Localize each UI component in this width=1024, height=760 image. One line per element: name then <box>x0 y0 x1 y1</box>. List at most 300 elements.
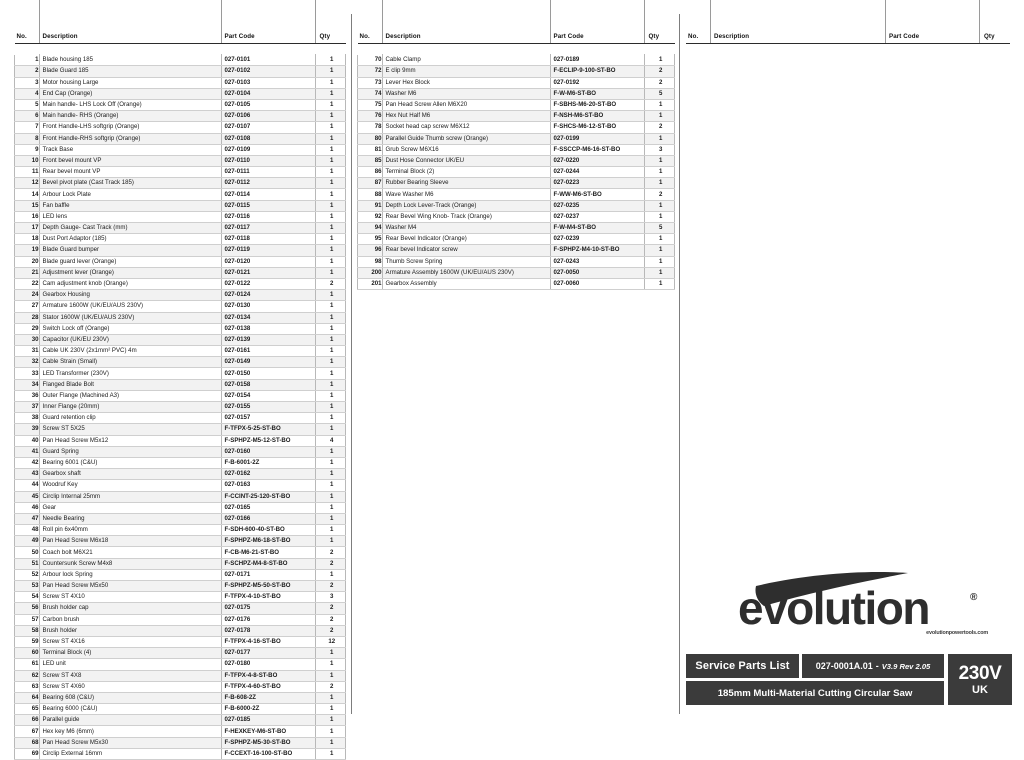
table-row <box>15 211 346 222</box>
table-row <box>358 267 675 278</box>
cell-part-code: 027-0112 <box>221 178 315 189</box>
cell-qty: 1 <box>315 536 346 547</box>
cell-no: 36 <box>15 390 40 401</box>
cell-part-code: F-SPHPZ-M5-12-ST-BO <box>221 435 315 446</box>
cell-no: 1 <box>15 55 40 66</box>
cell-qty: 2 <box>644 189 675 200</box>
cell-no: 31 <box>15 346 40 357</box>
table-row <box>358 122 675 133</box>
cell-part-code: F-SPHPZ-M6-18-ST-BO <box>221 536 315 547</box>
table-row <box>15 368 346 379</box>
cell-description: Rubber Bearing Sleeve <box>382 178 550 189</box>
cell-description: Coach bolt M6X21 <box>39 547 221 558</box>
table-row <box>15 413 346 424</box>
cell-description: Stator 1600W (UK/EU/AUS 230V) <box>39 312 221 323</box>
table-row <box>15 200 346 211</box>
cell-qty: 1 <box>315 290 346 301</box>
table-row <box>15 748 346 759</box>
cell-qty: 1 <box>644 167 675 178</box>
table-row <box>15 648 346 659</box>
cell-description: Dust Port Adaptor (185) <box>39 234 221 245</box>
table-row <box>15 536 346 547</box>
cell-part-code: 027-0121 <box>221 267 315 278</box>
cell-part-code: 027-0160 <box>221 446 315 457</box>
cell-part-code: 027-0115 <box>221 200 315 211</box>
cell-part-code: 027-0102 <box>221 66 315 77</box>
table-row <box>15 603 346 614</box>
header-description: Description <box>382 0 550 44</box>
table-row <box>15 189 346 200</box>
cell-no: 42 <box>15 457 40 468</box>
table-row <box>15 670 346 681</box>
cell-part-code: 027-0171 <box>221 569 315 580</box>
cell-description: Woodruf Key <box>39 480 221 491</box>
cell-qty: 1 <box>644 256 675 267</box>
cell-part-code: 027-0180 <box>221 659 315 670</box>
cell-qty: 1 <box>644 267 675 278</box>
table-body-column-1 <box>15 44 346 760</box>
cell-no: 51 <box>15 558 40 569</box>
cell-part-code: 027-0243 <box>550 256 644 267</box>
cell-description: Front Handle-LHS softgrip (Orange) <box>39 122 221 133</box>
cell-description: Blade housing 185 <box>39 55 221 66</box>
cell-no: 96 <box>358 245 383 256</box>
table-row <box>15 379 346 390</box>
table-row <box>15 357 346 368</box>
cell-no: 50 <box>15 547 40 558</box>
table-row <box>358 189 675 200</box>
cell-part-code: F-B-608-2Z <box>221 692 315 703</box>
cell-qty: 2 <box>315 625 346 636</box>
cell-description: Inner Flange (20mm) <box>39 402 221 413</box>
cell-qty: 1 <box>644 111 675 122</box>
table-body-column-3 <box>686 44 1010 55</box>
table-row <box>15 245 346 256</box>
cell-no: 22 <box>15 278 40 289</box>
cell-description: Grub Screw M6X16 <box>382 144 550 155</box>
cell-part-code: 027-0235 <box>550 200 644 211</box>
cell-part-code: 027-0130 <box>221 301 315 312</box>
cell-no: 40 <box>15 435 40 446</box>
cell-qty: 1 <box>315 748 346 759</box>
cell-qty: 2 <box>315 614 346 625</box>
cell-qty: 1 <box>315 368 346 379</box>
cell-description: Cam adjustment knob (Orange) <box>39 278 221 289</box>
cell-no: 9 <box>15 144 40 155</box>
header-qty: Qty <box>644 0 675 44</box>
cell-part-code: 027-0176 <box>221 614 315 625</box>
cell-no: 29 <box>15 323 40 334</box>
header-qty: Qty <box>980 0 1011 44</box>
svg-text:®: ® <box>970 592 978 603</box>
table-body-column-2 <box>358 44 675 290</box>
header-qty: Qty <box>315 0 346 44</box>
cell-qty: 2 <box>644 66 675 77</box>
cell-qty: 1 <box>315 155 346 166</box>
table-row <box>358 200 675 211</box>
cell-no: 15 <box>15 200 40 211</box>
cell-part-code: 027-0110 <box>221 155 315 166</box>
table-row <box>358 211 675 222</box>
cell-qty: 1 <box>315 256 346 267</box>
cell-description: Screw ST 4X8 <box>39 670 221 681</box>
cell-description: Gear <box>39 502 221 513</box>
cell-part-code: 027-0134 <box>221 312 315 323</box>
cell-no: 62 <box>15 670 40 681</box>
cell-qty: 1 <box>315 379 346 390</box>
cell-description: LED Transformer (230V) <box>39 368 221 379</box>
svg-text:evolution: evolution <box>738 582 929 634</box>
table-row <box>15 167 346 178</box>
cell-description: Blade Guard 185 <box>39 66 221 77</box>
table-row <box>15 513 346 524</box>
cell-qty: 1 <box>644 211 675 222</box>
table-header <box>358 0 675 44</box>
region-value: UK <box>972 683 988 696</box>
cell-description: LED unit <box>39 659 221 670</box>
cell-part-code: F-TFPX-4-16-ST-BO <box>221 636 315 647</box>
cell-description: Bearing 6001 (C&U) <box>39 457 221 468</box>
cell-no: 61 <box>15 659 40 670</box>
cell-description: Wave Washer M6 <box>382 189 550 200</box>
table-header <box>686 0 1010 44</box>
header-row <box>686 0 1010 44</box>
table-row <box>358 256 675 267</box>
cell-description: Hex key M6 (6mm) <box>39 726 221 737</box>
cell-part-code: 027-0138 <box>221 323 315 334</box>
cell-description: Flanged Blade Bolt <box>39 379 221 390</box>
cell-qty: 5 <box>644 88 675 99</box>
cell-description: Cable Clamp <box>382 55 550 66</box>
table-row <box>15 525 346 536</box>
cell-description: Bevel pivot plate (Cast Track 185) <box>39 178 221 189</box>
cell-description: Lever Hex Block <box>382 77 550 88</box>
cell-no: 37 <box>15 402 40 413</box>
cell-part-code: F-SPHPZ-M4-10-ST-BO <box>550 245 644 256</box>
cell-part-code: 027-0104 <box>221 88 315 99</box>
cell-part-code: 027-0161 <box>221 346 315 357</box>
cell-description: Terminal Block (2) <box>382 167 550 178</box>
cell-qty: 1 <box>315 312 346 323</box>
cell-no: 58 <box>15 625 40 636</box>
cell-description: Capacitor (UK/EU 230V) <box>39 334 221 345</box>
table-row <box>15 234 346 245</box>
cell-no: 56 <box>15 603 40 614</box>
cell-part-code: 027-0116 <box>221 211 315 222</box>
cell-description: Gearbox shaft <box>39 469 221 480</box>
cell-qty: 5 <box>644 223 675 234</box>
cell-qty: 1 <box>315 715 346 726</box>
table-row <box>358 77 675 88</box>
cell-description: Depth Lock Lever-Track (Orange) <box>382 200 550 211</box>
cell-description: Pan Head Screw M6x18 <box>39 536 221 547</box>
cell-qty: 1 <box>315 659 346 670</box>
cell-no: 47 <box>15 513 40 524</box>
table-row <box>358 111 675 122</box>
cell-description: Cable Strain (Small) <box>39 357 221 368</box>
table-row <box>15 614 346 625</box>
table-row <box>15 558 346 569</box>
cell-description: Blade guard lever (Orange) <box>39 256 221 267</box>
cell-qty: 1 <box>315 211 346 222</box>
logo-website: evolutionpowertools.com <box>926 630 988 636</box>
cell-description: Arbour Lock Plate <box>39 189 221 200</box>
table-row <box>358 99 675 110</box>
cell-qty: 2 <box>644 77 675 88</box>
cell-no: 81 <box>358 144 383 155</box>
cell-qty: 1 <box>315 99 346 110</box>
cell-description: Screw ST 4X16 <box>39 636 221 647</box>
table-row <box>15 390 346 401</box>
table-row <box>358 144 675 155</box>
table-row <box>15 726 346 737</box>
cell-description: Guard Spring <box>39 446 221 457</box>
cell-part-code: 027-0158 <box>221 379 315 390</box>
cell-qty: 1 <box>644 99 675 110</box>
cell-no: 52 <box>15 569 40 580</box>
cell-qty: 1 <box>315 692 346 703</box>
cell-part-code: 027-0166 <box>221 513 315 524</box>
table-row <box>15 122 346 133</box>
cell-no: 3 <box>15 77 40 88</box>
cell-description: Screw ST 4X10 <box>39 592 221 603</box>
badge-part-number <box>802 654 944 678</box>
table-row <box>15 547 346 558</box>
cell-part-code: 027-0162 <box>221 469 315 480</box>
table-row <box>15 155 346 166</box>
cell-part-code: F-WW-M6-ST-BO <box>550 189 644 200</box>
cell-part-code: F-TFPX-4-8-ST-BO <box>221 670 315 681</box>
table-row <box>15 223 346 234</box>
cell-part-code: 027-0244 <box>550 167 644 178</box>
cell-description: Socket head cap screw M6X12 <box>382 122 550 133</box>
cell-qty: 1 <box>644 200 675 211</box>
cell-no: 85 <box>358 155 383 166</box>
table-row <box>15 569 346 580</box>
cell-description: Washer M4 <box>382 223 550 234</box>
badge-code-separator: - <box>875 661 879 671</box>
cell-qty: 12 <box>315 636 346 647</box>
cell-no: 94 <box>358 223 383 234</box>
parts-table <box>686 0 1010 54</box>
table-row <box>358 234 675 245</box>
cell-no: 80 <box>358 133 383 144</box>
cell-part-code: F-HEXKEY-M6-ST-BO <box>221 726 315 737</box>
cell-no: 18 <box>15 234 40 245</box>
cell-part-code: 027-0109 <box>221 144 315 155</box>
column-divider-1 <box>351 14 352 714</box>
cell-part-code: 027-0155 <box>221 402 315 413</box>
cell-no: 39 <box>15 424 40 435</box>
cell-part-code: 027-0105 <box>221 99 315 110</box>
cell-description: Circlip External 16mm <box>39 748 221 759</box>
footer-badges <box>686 654 1012 708</box>
cell-part-code: 027-0103 <box>221 77 315 88</box>
cell-part-code: 027-0117 <box>221 223 315 234</box>
cell-qty: 1 <box>644 55 675 66</box>
badge-service-parts-list: Service Parts List <box>686 654 799 678</box>
cell-qty: 1 <box>315 569 346 580</box>
cell-description: Cable UK 230V (2x1mm² PVC) 4m <box>39 346 221 357</box>
table-row <box>358 155 675 166</box>
header-part-code: Part Code <box>550 0 644 44</box>
cell-part-code: 027-0185 <box>221 715 315 726</box>
cell-description: Arbour lock Spring <box>39 569 221 580</box>
cell-no: 10 <box>15 155 40 166</box>
cell-part-code: F-CCEXT-16-100-ST-BO <box>221 748 315 759</box>
cell-no: 24 <box>15 290 40 301</box>
cell-qty: 1 <box>315 178 346 189</box>
table-row <box>15 480 346 491</box>
table-row <box>15 491 346 502</box>
cell-qty: 1 <box>315 737 346 748</box>
cell-qty: 1 <box>315 301 346 312</box>
cell-qty: 1 <box>315 189 346 200</box>
cell-no: 59 <box>15 636 40 647</box>
cell-description: Rear bevel Indicator screw <box>382 245 550 256</box>
cell-no: 44 <box>15 480 40 491</box>
cell-qty: 1 <box>315 234 346 245</box>
cell-qty: 1 <box>315 413 346 424</box>
cell-qty: 1 <box>315 402 346 413</box>
cell-part-code: 027-0178 <box>221 625 315 636</box>
cell-qty: 1 <box>315 670 346 681</box>
cell-qty: 1 <box>315 323 346 334</box>
table-spacer-row <box>686 44 1010 55</box>
cell-no: 14 <box>15 189 40 200</box>
table-row <box>15 704 346 715</box>
cell-description: Dust Hose Connector UK/EU <box>382 155 550 166</box>
cell-no: 16 <box>15 211 40 222</box>
header-part-code: Part Code <box>221 0 315 44</box>
cell-part-code: 027-0177 <box>221 648 315 659</box>
cell-no: 49 <box>15 536 40 547</box>
cell-no: 95 <box>358 234 383 245</box>
cell-no: 45 <box>15 491 40 502</box>
cell-qty: 2 <box>315 603 346 614</box>
parts-table <box>357 0 675 290</box>
cell-description: LED lens <box>39 211 221 222</box>
table-row <box>15 77 346 88</box>
cell-qty: 1 <box>315 480 346 491</box>
voltage-value: 230V <box>958 662 1002 684</box>
table-row <box>15 301 346 312</box>
table-row <box>358 55 675 66</box>
cell-no: 33 <box>15 368 40 379</box>
cell-description: Rear bevel mount VP <box>39 167 221 178</box>
table-row <box>15 715 346 726</box>
header-no: No. <box>686 0 711 44</box>
cell-no: 32 <box>15 357 40 368</box>
cell-description: Countersunk Screw M4x8 <box>39 558 221 569</box>
cell-qty: 1 <box>315 502 346 513</box>
table-row <box>358 223 675 234</box>
cell-qty: 1 <box>315 200 346 211</box>
cell-description: Pan Head Screw M5x12 <box>39 435 221 446</box>
table-row <box>15 267 346 278</box>
cell-no: 98 <box>358 256 383 267</box>
cell-qty: 1 <box>315 424 346 435</box>
table-row <box>15 737 346 748</box>
cell-description: Armature Assembly 1600W (UK/EU/AUS 230V) <box>382 267 550 278</box>
cell-no: 91 <box>358 200 383 211</box>
cell-no: 60 <box>15 648 40 659</box>
cell-no: 5 <box>15 99 40 110</box>
cell-description: Screw ST 5X25 <box>39 424 221 435</box>
table-row <box>15 312 346 323</box>
cell-description: Bearing 608 (C&U) <box>39 692 221 703</box>
header-no: No. <box>358 0 383 44</box>
cell-description: Main handle- RHS (Orange) <box>39 111 221 122</box>
table-row <box>15 278 346 289</box>
cell-description: Front Handle-RHS softgrip (Orange) <box>39 133 221 144</box>
table-row <box>15 88 346 99</box>
cell-description: Switch Lock off (Orange) <box>39 323 221 334</box>
cell-part-code: 027-0118 <box>221 234 315 245</box>
table-row <box>15 133 346 144</box>
cell-qty: 2 <box>315 681 346 692</box>
cell-qty: 1 <box>315 491 346 502</box>
cell-description: Armature 1600W (UK/EU/AUS 230V) <box>39 301 221 312</box>
cell-part-code: 027-0150 <box>221 368 315 379</box>
cell-description: Rear Bevel Indicator (Orange) <box>382 234 550 245</box>
cell-part-code: 027-0101 <box>221 55 315 66</box>
cell-part-code: F-W-M6-ST-BO <box>550 88 644 99</box>
cell-part-code: 027-0192 <box>550 77 644 88</box>
table-row <box>15 144 346 155</box>
cell-no: 46 <box>15 502 40 513</box>
cell-qty: 1 <box>315 133 346 144</box>
table-row <box>15 659 346 670</box>
cell-qty: 1 <box>315 446 346 457</box>
table-header <box>15 0 346 44</box>
cell-part-code: F-CCINT-25-120-ST-BO <box>221 491 315 502</box>
table-row <box>15 424 346 435</box>
cell-no: 87 <box>358 178 383 189</box>
cell-description: Bearing 6000 (C&U) <box>39 704 221 715</box>
cell-part-code: 027-0157 <box>221 413 315 424</box>
cell-no: 43 <box>15 469 40 480</box>
evolution-logo <box>738 572 994 638</box>
cell-no: 53 <box>15 581 40 592</box>
cell-description: Depth Gauge- Cast Track (mm) <box>39 223 221 234</box>
table-row <box>358 167 675 178</box>
badge-code-value: 027-0001A.01 <box>815 661 873 671</box>
table-spacer-cell <box>686 44 1010 55</box>
cell-no: 76 <box>358 111 383 122</box>
table-row <box>15 256 346 267</box>
cell-description: End Cap (Orange) <box>39 88 221 99</box>
cell-part-code: F-NSH-M6-ST-BO <box>550 111 644 122</box>
cell-no: 69 <box>15 748 40 759</box>
cell-part-code: 027-0120 <box>221 256 315 267</box>
cell-description: Outer Flange (Machined A3) <box>39 390 221 401</box>
cell-no: 57 <box>15 614 40 625</box>
cell-description: Hex Nut Half M6 <box>382 111 550 122</box>
cell-part-code: F-B-6000-2Z <box>221 704 315 715</box>
table-row <box>358 66 675 77</box>
cell-part-code: F-SPHPZ-M5-50-ST-BO <box>221 581 315 592</box>
cell-qty: 1 <box>644 178 675 189</box>
cell-part-code: 027-0189 <box>550 55 644 66</box>
cell-no: 67 <box>15 726 40 737</box>
cell-qty: 1 <box>315 88 346 99</box>
cell-no: 72 <box>358 66 383 77</box>
cell-no: 65 <box>15 704 40 715</box>
cell-no: 2 <box>15 66 40 77</box>
cell-no: 17 <box>15 223 40 234</box>
cell-part-code: F-SCHPZ-M4-8-ST-BO <box>221 558 315 569</box>
